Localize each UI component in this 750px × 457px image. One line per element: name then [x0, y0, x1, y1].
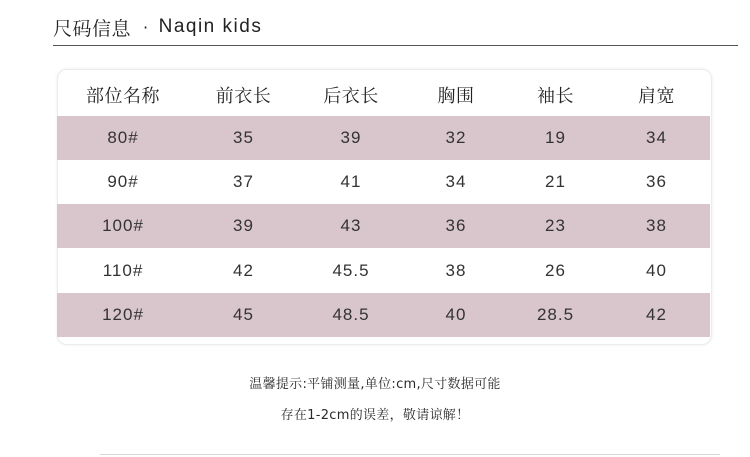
table-cell: 35: [233, 128, 254, 147]
column-header-sleeve: 袖长: [537, 86, 574, 107]
table-cell: 40: [646, 261, 667, 280]
table-row: [57, 116, 710, 160]
table-cell: 45: [233, 305, 254, 324]
table-cell: 45.5: [332, 261, 370, 280]
size-cell: 80#: [107, 128, 139, 147]
measurement-note-line-2: 存在1-2cm的误差，敬请谅解！: [280, 408, 470, 423]
size-cell: 120#: [102, 305, 144, 324]
table-cell: 37: [233, 172, 254, 191]
table-row: [57, 204, 710, 248]
title-chinese: 尺码信息: [53, 17, 132, 40]
table-cell: 34: [445, 172, 467, 191]
table-cell: 39: [340, 128, 362, 147]
table-cell: 39: [233, 216, 254, 235]
size-cell: 90#: [107, 172, 139, 191]
title-divider: [53, 45, 738, 46]
table-cell: 26: [545, 261, 566, 280]
table-cell: 48.5: [332, 305, 370, 324]
size-cell: 100#: [102, 216, 144, 235]
table-cell: 36: [445, 216, 467, 235]
table-cell: 38: [646, 216, 667, 235]
table-cell: 19: [545, 128, 566, 147]
page-title: [53, 13, 262, 41]
table-cell: 34: [646, 128, 667, 147]
measurement-note-line-1: 温馨提示:平铺测量,单位:cm,尺寸数据可能: [249, 377, 501, 392]
table-cell: 21: [545, 172, 566, 191]
table-cell: 43: [340, 216, 362, 235]
title-separator: ·: [143, 17, 149, 37]
table-cell: 42: [646, 305, 667, 324]
table-header-row: [57, 73, 710, 117]
column-header-front-length: 前衣长: [215, 86, 272, 107]
size-cell: 110#: [102, 261, 144, 280]
column-header-shoulder: 肩宽: [638, 86, 675, 107]
table-cell: 42: [233, 261, 254, 280]
table-cell: 41: [340, 172, 362, 191]
table-cell: 38: [445, 261, 467, 280]
table-row: [57, 249, 710, 293]
table-cell: 36: [646, 172, 667, 191]
table-cell: 23: [545, 216, 566, 235]
table-cell: 28.5: [536, 305, 575, 324]
brand-name: Naqin kids: [158, 16, 263, 37]
table-row: [57, 293, 710, 337]
column-header-back-length: 后衣长: [323, 86, 379, 107]
table-cell: 32: [445, 128, 467, 147]
column-header-chest: 胸围: [437, 86, 475, 107]
table-cell: 40: [445, 305, 467, 324]
column-header-part: 部位名称: [86, 86, 160, 107]
bottom-divider: [100, 454, 720, 455]
table-row: [57, 160, 710, 204]
